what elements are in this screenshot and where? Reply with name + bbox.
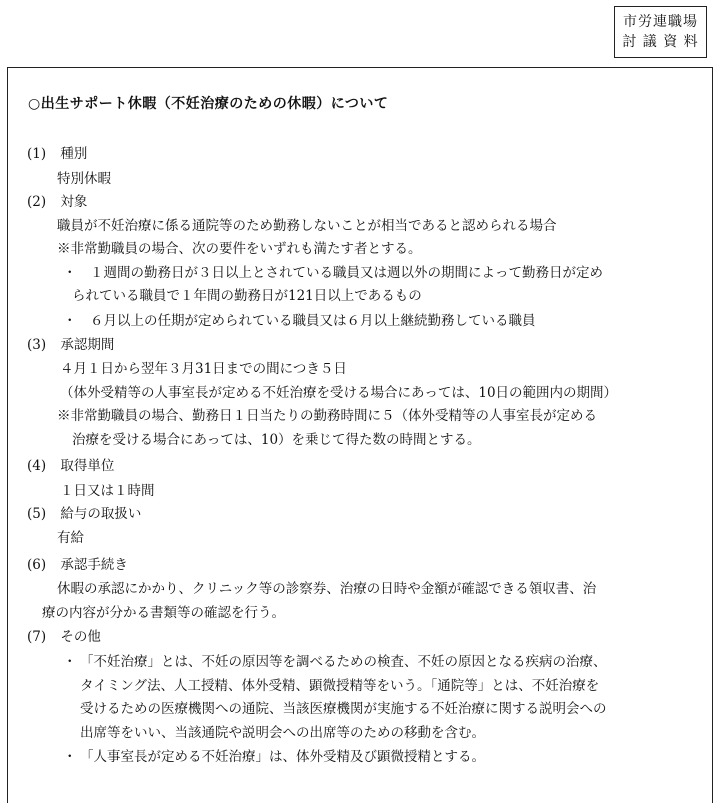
discussion-material-stamp [614,6,707,58]
section-2-number: (2) [27,194,47,210]
section-7-bullet-2: 「人事室長が定める不妊治療」は、体外受精及び顕微授精とする。 [80,749,485,765]
section-2-heading [27,193,87,211]
section-2-bullet-1-marker: ・ [63,265,77,281]
section-1-title: 種別 [60,146,88,162]
section-2-note: ※非常勤職員の場合、次の要件をいずれも満たす者とする。 [57,241,422,257]
section-7-bullet-1-line-3: 受けるための医療機関への通院、当該医療機関が実施する不妊治療に関する説明会への [80,701,607,717]
stamp-line-1: 市労連職場 [623,14,698,30]
section-2-title: 対象 [60,194,88,210]
section-7-bullet-1-line-4: 出席等をいい、当該通院や説明会への出席等のための移動を含む。 [80,725,485,741]
section-4-heading [27,457,114,475]
section-3-number: (3) [27,337,47,353]
section-4-body: １日又は１時間 [60,483,155,499]
section-5-number: (5) [27,506,47,522]
section-4-title: 取得単位 [60,458,115,474]
section-7-heading [27,628,101,646]
section-6-body-line-1: 休暇の承認にかかり、クリニック等の診察券、治療の日時や金額が確認できる領収書、治 [57,581,597,597]
section-7-bullet-1-line-2: タイミング法、人工授精、体外受精、顕微授精等をいう。「通院等」とは、不妊治療を [80,678,600,694]
section-3-heading [27,336,114,354]
section-7-title: その他 [60,629,101,645]
section-2-body: 職員が不妊治療に係る通院等のため勤務しないことが相当であると認められる場合 [57,218,557,234]
section-5-body: 有給 [57,530,84,546]
section-3-parenthetical: （体外受精等の人事室長が定める不妊治療を受ける場合にあっては、10日の範囲内の期間） [60,385,618,401]
section-3-note-line-2: 治療を受ける場合にあっては、10）を乗じて得た数の時間とする。 [72,432,481,448]
section-1-number: (1) [27,146,47,162]
section-2-bullet-1-line-2: られている職員で１年間の勤務日が121日以上であるもの [72,288,422,304]
section-4-number: (4) [27,458,47,474]
section-1-heading [27,145,87,163]
section-3-title: 承認期間 [60,337,115,353]
section-6-title: 承認手続き [60,557,128,573]
section-3-body: ４月１日から翌年３月31日までの間につき５日 [60,361,347,377]
document-title: ○出生サポート休暇（不妊治療のための休暇）について [28,96,389,112]
section-6-body-line-2: 療の内容が分かる書類等の確認を行う。 [42,605,285,621]
section-7-bullet-1-marker: ・ [63,654,77,670]
section-2-bullet-2: ６月以上の任期が定められている職員又は６月以上継続勤務している職員 [90,313,536,329]
section-5-title: 給与の取扱い [60,506,142,522]
section-3-note-line-1: ※非常勤職員の場合、勤務日１日当たりの勤務時間に５（体外受精等の人事室長が定める [57,408,597,424]
section-5-heading [27,505,141,523]
section-7-bullet-2-marker: ・ [63,749,77,765]
section-2-bullet-2-marker: ・ [63,313,77,329]
section-6-heading [27,556,128,574]
section-7-number: (7) [27,629,47,645]
stamp-line-2: 討 議 資 料 [622,34,699,50]
section-1-body: 特別休暇 [57,171,111,187]
section-6-number: (6) [27,557,47,573]
section-2-bullet-1-line-1: １週間の勤務日が３日以上とされている職員又は週以外の期間によって勤務日が定め [90,265,603,281]
section-7-bullet-1-line-1: 「不妊治療」とは、不妊の原因等を調べるための検査、不妊の原因となる疾病の治療、 [80,654,607,670]
